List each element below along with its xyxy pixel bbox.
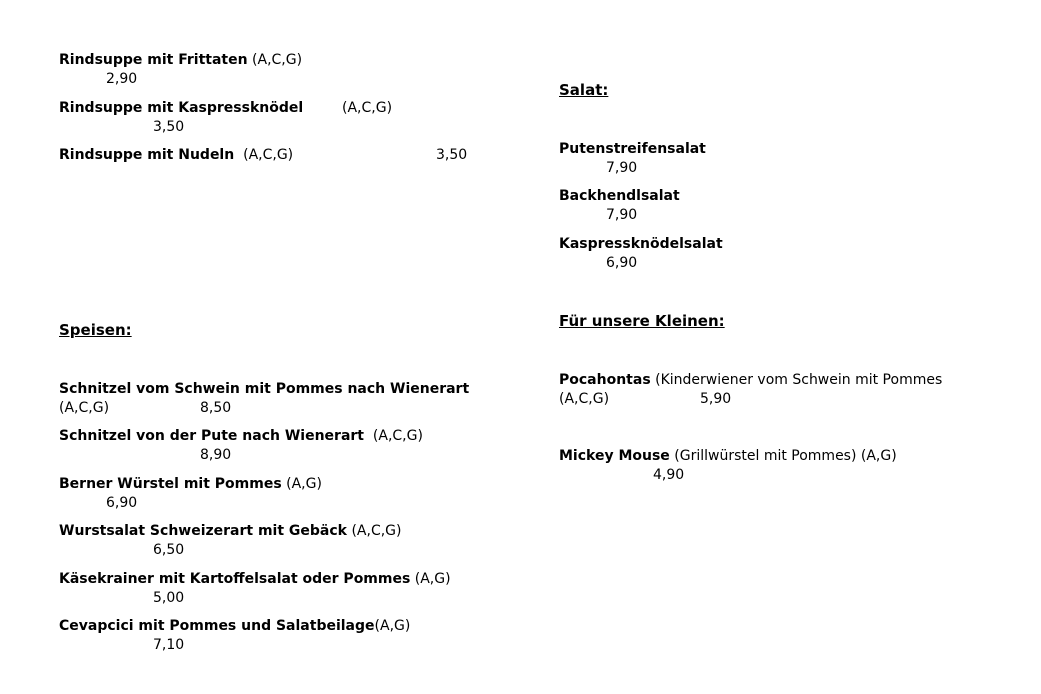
- item-price: 5,90: [700, 391, 732, 407]
- section-heading-speisen: Speisen:: [59, 321, 132, 339]
- item-name: Cevapcici mit Pommes und Salatbeilage: [59, 618, 375, 634]
- item-price: 6,90: [606, 255, 638, 271]
- item-description: (Grillwürstel mit Pommes) (A,G): [674, 448, 897, 464]
- menu-item-soup-1: [59, 51, 302, 69]
- menu-item-soup-2: [59, 99, 303, 117]
- menu-item-soup-3: [59, 146, 293, 164]
- menu-item-speisen-6: [59, 617, 410, 635]
- menu-item-kleine-2: [559, 447, 897, 465]
- item-price: 8,90: [200, 447, 232, 463]
- item-name: Berner Würstel mit Pommes: [59, 476, 282, 492]
- menu-item-salat-2: Backhendlsalat: [559, 188, 680, 204]
- item-price: 8,50: [200, 400, 232, 416]
- item-allergens: (A,G): [414, 571, 451, 587]
- item-price: 4,90: [653, 467, 685, 483]
- item-allergens: (A,G): [286, 476, 322, 492]
- item-name: Käsekrainer mit Kartoffelsalat oder Pommes: [59, 571, 411, 587]
- menu-item-speisen-3: [59, 475, 322, 493]
- menu-item-speisen-5: [59, 570, 451, 588]
- item-price: 3,50: [436, 147, 468, 163]
- item-allergens: (A,C,G): [351, 523, 402, 539]
- menu-item-salat-1: Putenstreifensalat: [559, 141, 706, 157]
- section-heading-salat: Salat:: [559, 81, 609, 99]
- menu-item-speisen-1: [59, 380, 469, 398]
- item-name: Mickey Mouse: [559, 448, 670, 464]
- item-name: Rindsuppe mit Frittaten: [59, 52, 248, 68]
- item-price: 5,00: [153, 590, 185, 606]
- item-name: Pocahontas: [559, 372, 651, 388]
- item-price: 3,50: [153, 119, 185, 135]
- item-price: 6,90: [106, 495, 138, 511]
- item-price: 7,10: [153, 637, 185, 653]
- item-price: 7,90: [606, 160, 638, 176]
- item-name: Schnitzel vom Schwein mit Pommes nach Wienerart: [59, 381, 470, 397]
- item-price: 7,90: [606, 207, 638, 223]
- menu-item-speisen-4: [59, 522, 401, 540]
- item-allergens: (A,C,G): [342, 100, 393, 116]
- item-allergens: (A,C,G): [372, 428, 423, 444]
- section-heading-kleine: Für unsere Kleinen:: [559, 312, 725, 330]
- item-allergens: (A,C,G): [559, 391, 610, 407]
- item-name: Rindsuppe mit Nudeln: [59, 147, 235, 163]
- item-name: Schnitzel von der Pute nach Wienerart: [59, 428, 364, 444]
- menu-item-kleine-1: [559, 371, 942, 389]
- item-allergens: (A,C,G): [243, 147, 294, 163]
- item-allergens: (A,C,G): [252, 52, 303, 68]
- item-description: (Kinderwiener vom Schwein mit Pommes: [655, 372, 943, 388]
- menu-item-speisen-2: [59, 427, 423, 445]
- item-allergens: (A,C,G): [59, 400, 110, 416]
- item-allergens: (A,G): [374, 618, 411, 634]
- menu-item-salat-3: Kaspressknödelsalat: [559, 236, 723, 252]
- item-name: Wurstsalat Schweizerart mit Gebäck: [59, 523, 347, 539]
- item-price: 6,50: [153, 542, 185, 558]
- item-price: 2,90: [106, 71, 138, 87]
- item-name: Rindsuppe mit Kaspressknödel: [59, 100, 304, 116]
